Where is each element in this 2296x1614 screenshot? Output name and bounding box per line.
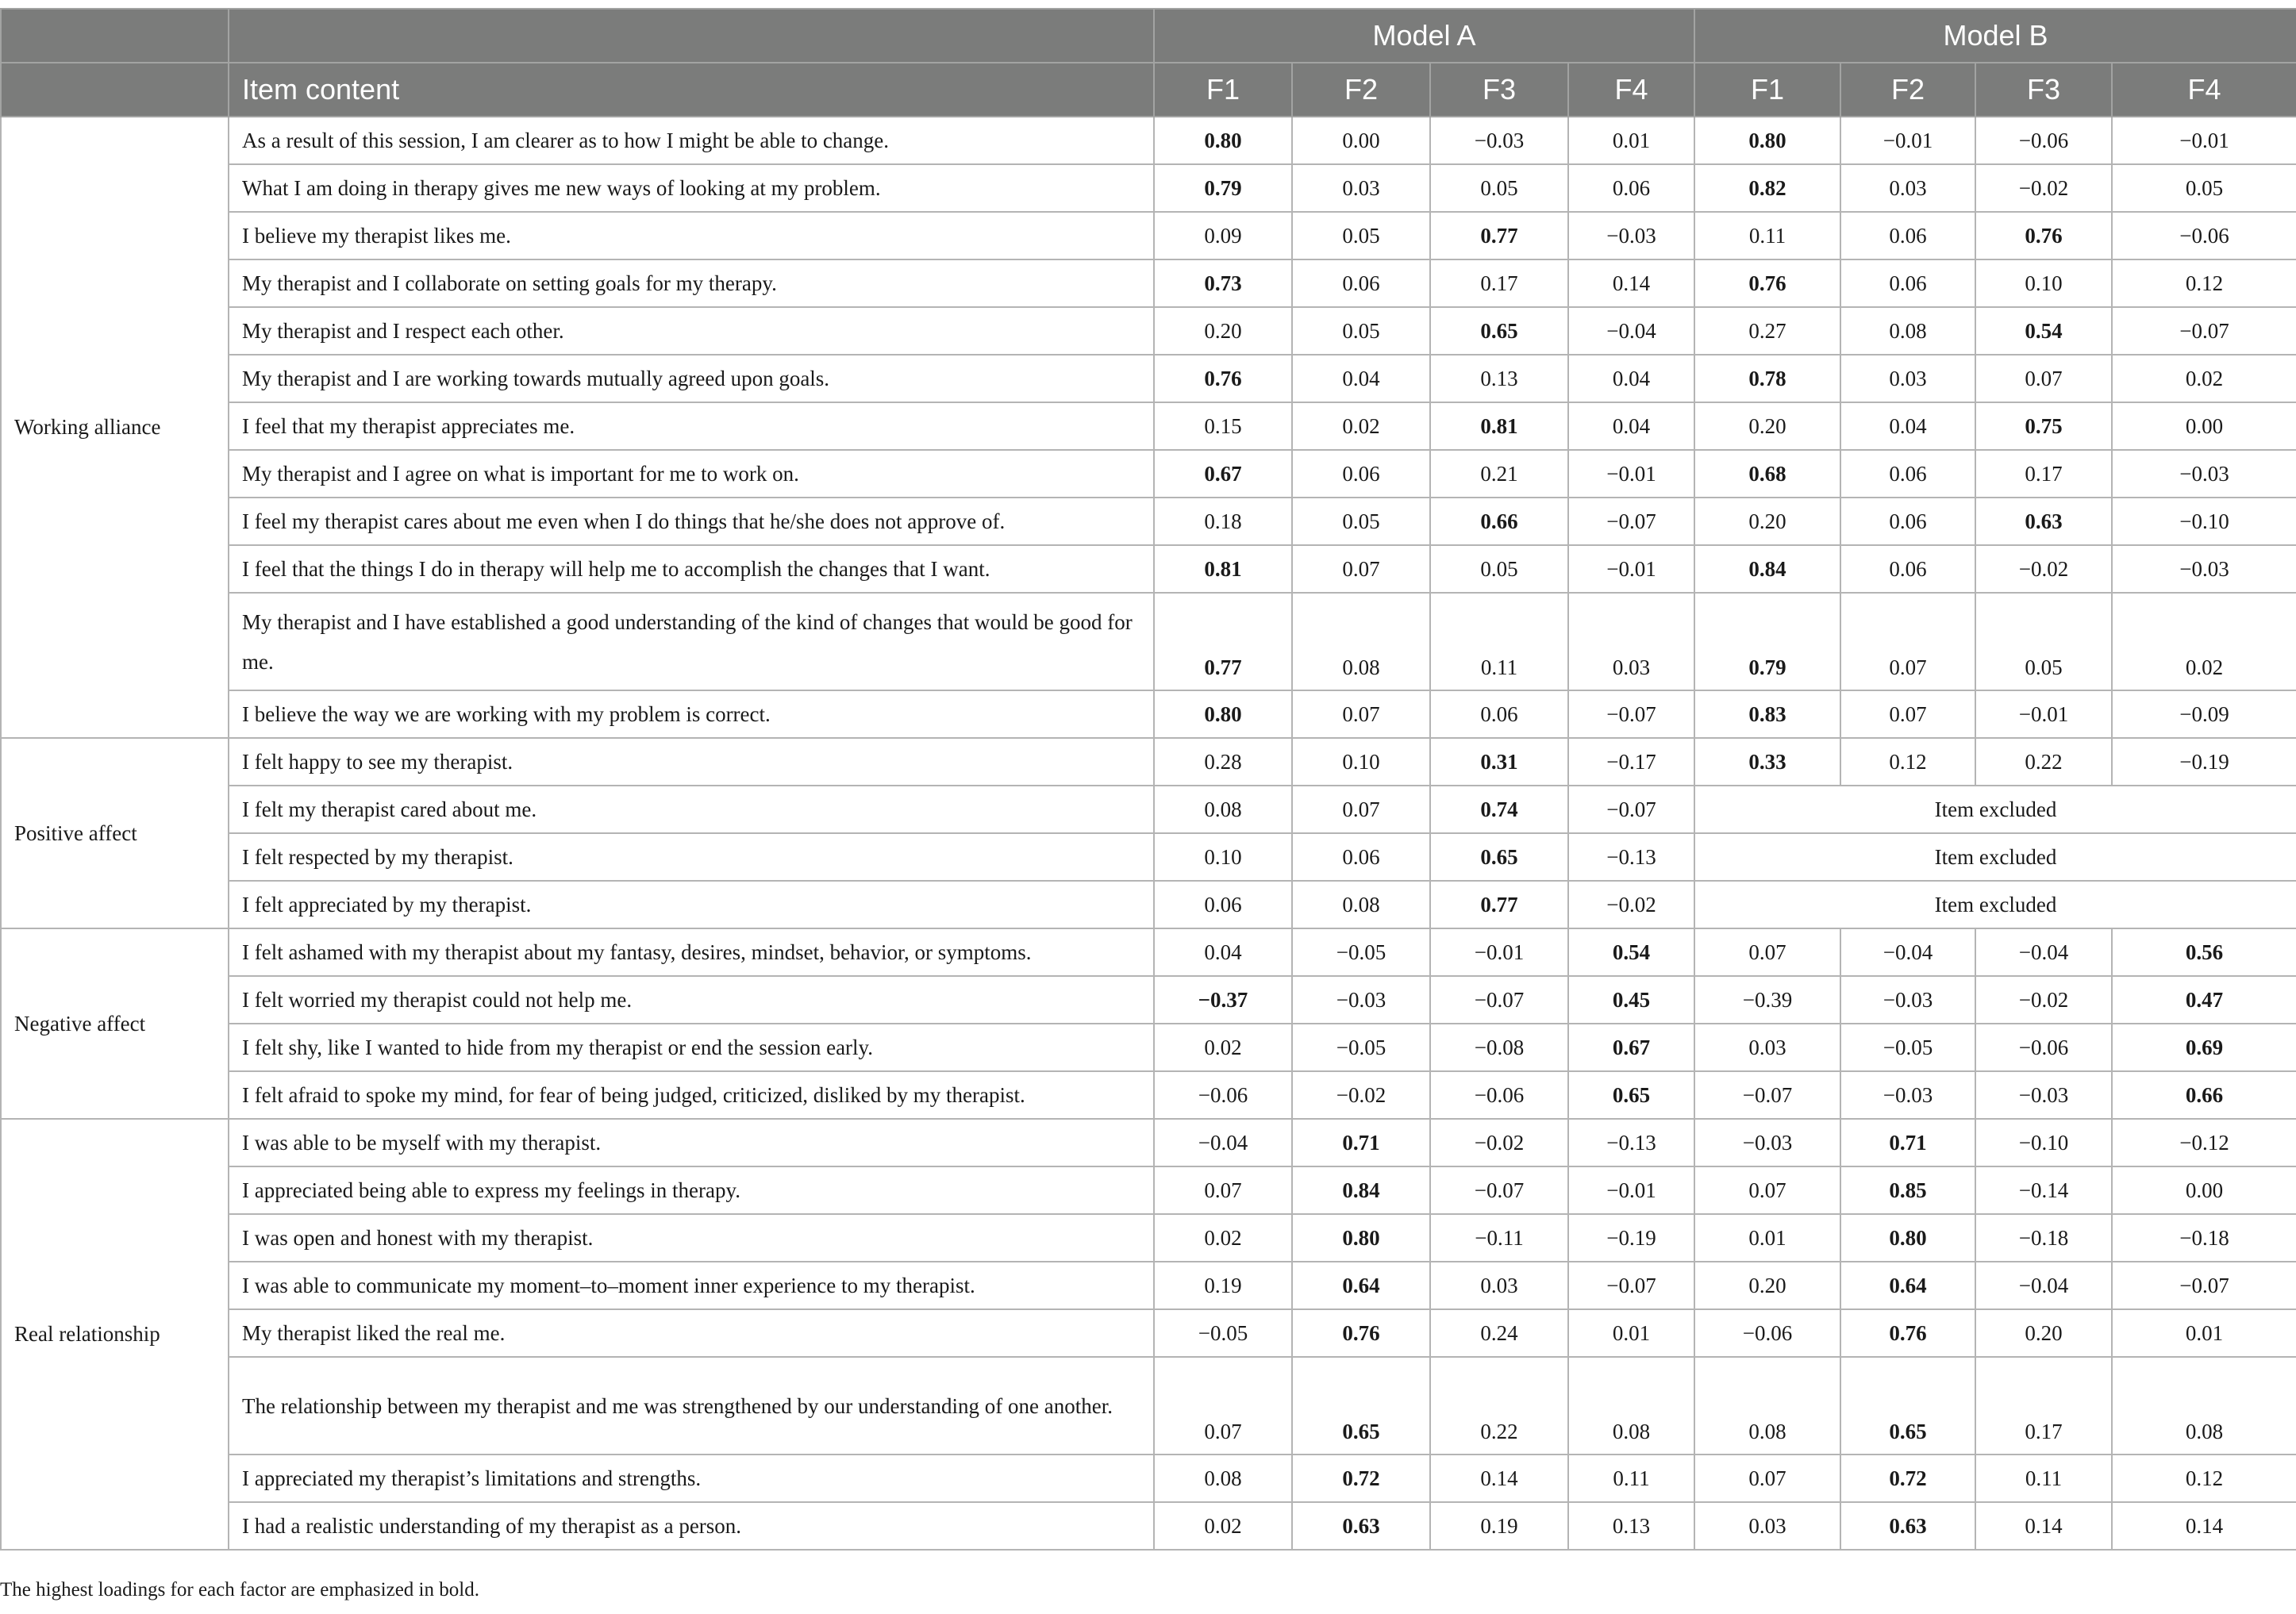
model-a-f2-loading: −0.02 [1292, 1071, 1430, 1119]
model-b-f1-loading: 0.82 [1694, 164, 1840, 212]
model-a-f3-loading: 0.14 [1430, 1455, 1568, 1502]
model-a-f2-loading: 0.00 [1292, 117, 1430, 164]
model-b-f3-loading: −0.10 [1975, 1119, 2112, 1166]
model-a-f3-loading: −0.08 [1430, 1024, 1568, 1071]
model-a-f2-loading: 0.80 [1292, 1214, 1430, 1262]
model-a-f1-loading: 0.20 [1154, 307, 1292, 355]
table-row [1, 259, 2296, 307]
model-b-f3-loading: 0.76 [1975, 212, 2112, 259]
model-a-f4-loading: −0.07 [1568, 1262, 1694, 1309]
model-b-f4-loading: 0.66 [2112, 1071, 2296, 1119]
model-a-f2-loading: 0.08 [1292, 593, 1430, 690]
model-b-f1-loading: 0.11 [1694, 212, 1840, 259]
model-b-f2-loading: 0.85 [1840, 1166, 1975, 1214]
model-a-f2-loading: 0.02 [1292, 402, 1430, 450]
model-b-f3-loading: 0.22 [1975, 738, 2112, 786]
model-a-f2-loading: 0.71 [1292, 1119, 1430, 1166]
header-model-a-f3: F3 [1430, 63, 1568, 117]
model-a-f4-loading: 0.03 [1568, 593, 1694, 690]
model-a-f3-loading: 0.06 [1430, 690, 1568, 738]
model-a-f2-loading: 0.65 [1292, 1357, 1430, 1455]
model-b-f2-loading: 0.64 [1840, 1262, 1975, 1309]
table-row [1, 738, 2296, 786]
model-b-f2-loading: 0.07 [1840, 593, 1975, 690]
model-a-f4-loading: 0.04 [1568, 355, 1694, 402]
model-a-f4-loading: −0.07 [1568, 690, 1694, 738]
model-b-f2-loading: 0.04 [1840, 402, 1975, 450]
table-row [1, 1071, 2296, 1119]
model-a-f4-loading: 0.08 [1568, 1357, 1694, 1455]
table-row [1, 545, 2296, 593]
model-a-f2-loading: 0.06 [1292, 833, 1430, 881]
model-a-f2-loading: 0.04 [1292, 355, 1430, 402]
model-b-f1-loading: 0.27 [1694, 307, 1840, 355]
item-content-cell: I feel that the things I do in therapy will help me to accomplish the changes that I want. [229, 545, 1154, 593]
model-a-f1-loading: 0.67 [1154, 450, 1292, 498]
model-a-f4-loading: −0.07 [1568, 786, 1694, 833]
table-row [1, 1357, 2296, 1455]
model-a-f4-loading: −0.01 [1568, 1166, 1694, 1214]
model-a-f1-loading: 0.28 [1154, 738, 1292, 786]
model-a-f1-loading: 0.81 [1154, 545, 1292, 593]
model-b-f1-loading: 0.20 [1694, 1262, 1840, 1309]
model-a-f3-loading: 0.05 [1430, 545, 1568, 593]
model-b-f3-loading: −0.06 [1975, 1024, 2112, 1071]
model-a-f3-loading: 0.13 [1430, 355, 1568, 402]
item-content-cell: As a result of this session, I am clearer as to how I might be able to change. [229, 117, 1154, 164]
model-a-f3-loading: 0.19 [1430, 1502, 1568, 1550]
model-a-f1-loading: 0.73 [1154, 259, 1292, 307]
model-b-f4-loading: 0.56 [2112, 928, 2296, 976]
model-b-f1-loading: 0.33 [1694, 738, 1840, 786]
model-a-f4-loading: −0.19 [1568, 1214, 1694, 1262]
table-row [1, 1214, 2296, 1262]
item-content-cell: I feel my therapist cares about me even when I do things that he/she does not approve of. [229, 498, 1154, 545]
model-b-f4-loading: −0.10 [2112, 498, 2296, 545]
model-a-f3-loading: −0.06 [1430, 1071, 1568, 1119]
model-a-f3-loading: −0.01 [1430, 928, 1568, 976]
model-b-f4-loading: 0.12 [2112, 259, 2296, 307]
model-b-f4-loading: 0.05 [2112, 164, 2296, 212]
model-b-f1-loading: 0.03 [1694, 1502, 1840, 1550]
model-b-f1-loading: −0.07 [1694, 1071, 1840, 1119]
model-b-f1-loading: 0.03 [1694, 1024, 1840, 1071]
model-a-f4-loading: 0.67 [1568, 1024, 1694, 1071]
item-content-cell: I felt ashamed with my therapist about my fantasy, desires, mindset, behavior, or symptoms. [229, 928, 1154, 976]
model-b-f3-loading: −0.18 [1975, 1214, 2112, 1262]
model-b-f2-loading: −0.03 [1840, 1071, 1975, 1119]
model-a-f4-loading: −0.13 [1568, 833, 1694, 881]
model-b-f1-loading: −0.39 [1694, 976, 1840, 1024]
model-b-f4-loading: 0.47 [2112, 976, 2296, 1024]
table-footnote: The highest loadings for each factor are emphasized in bold. [0, 1579, 479, 1601]
item-content-cell: My therapist and I are working towards mutually agreed upon goals. [229, 355, 1154, 402]
model-b-f4-loading: 0.00 [2112, 402, 2296, 450]
model-b-f4-loading: 0.08 [2112, 1357, 2296, 1455]
model-b-f2-loading: 0.65 [1840, 1357, 1975, 1455]
model-a-f4-loading: −0.04 [1568, 307, 1694, 355]
model-a-f3-loading: 0.77 [1430, 881, 1568, 928]
model-b-f4-loading: 0.69 [2112, 1024, 2296, 1071]
model-b-f4-loading: −0.03 [2112, 450, 2296, 498]
model-b-f1-loading: 0.08 [1694, 1357, 1840, 1455]
model-b-f2-loading: −0.04 [1840, 928, 1975, 976]
item-content-cell: I appreciated being able to express my feelings in therapy. [229, 1166, 1154, 1214]
model-b-f4-loading: 0.02 [2112, 593, 2296, 690]
item-content-cell: I believe the way we are working with my problem is correct. [229, 690, 1154, 738]
model-a-f2-loading: 0.63 [1292, 1502, 1430, 1550]
item-content-cell: I felt appreciated by my therapist. [229, 881, 1154, 928]
model-a-f2-loading: 0.72 [1292, 1455, 1430, 1502]
table-row [1, 881, 2296, 928]
table-row [1, 450, 2296, 498]
table-row [1, 164, 2296, 212]
model-b-f4-loading: −0.09 [2112, 690, 2296, 738]
model-b-f4-loading: −0.03 [2112, 545, 2296, 593]
item-content-cell: I felt worried my therapist could not help me. [229, 976, 1154, 1024]
model-b-f2-loading: −0.03 [1840, 976, 1975, 1024]
category-label: Negative affect [1, 928, 229, 1119]
model-a-f4-loading: −0.01 [1568, 545, 1694, 593]
model-b-f3-loading: −0.01 [1975, 690, 2112, 738]
item-content-cell: I feel that my therapist appreciates me. [229, 402, 1154, 450]
model-a-f1-loading: 0.18 [1154, 498, 1292, 545]
model-a-f2-loading: 0.84 [1292, 1166, 1430, 1214]
header-model-b-f2: F2 [1840, 63, 1975, 117]
model-a-f3-loading: 0.74 [1430, 786, 1568, 833]
model-a-f1-loading: 0.79 [1154, 164, 1292, 212]
table-row [1, 498, 2296, 545]
model-b-f4-loading: −0.18 [2112, 1214, 2296, 1262]
model-b-f1-loading: 0.68 [1694, 450, 1840, 498]
model-b-f2-loading: 0.63 [1840, 1502, 1975, 1550]
table-row [1, 1309, 2296, 1357]
model-b-f3-loading: 0.20 [1975, 1309, 2112, 1357]
model-b-f4-loading: −0.07 [2112, 307, 2296, 355]
model-a-f1-loading: −0.06 [1154, 1071, 1292, 1119]
model-a-f1-loading: 0.08 [1154, 786, 1292, 833]
model-a-f4-loading: −0.13 [1568, 1119, 1694, 1166]
model-b-f2-loading: 0.06 [1840, 259, 1975, 307]
model-b-item-excluded: Item excluded [1694, 881, 2296, 928]
table-row [1, 928, 2296, 976]
item-content-cell: The relationship between my therapist and me was strengthened by our understanding of one another. [229, 1357, 1154, 1455]
model-b-f3-loading: −0.14 [1975, 1166, 2112, 1214]
model-a-f2-loading: 0.08 [1292, 881, 1430, 928]
model-b-f1-loading: 0.07 [1694, 928, 1840, 976]
table-row [1, 786, 2296, 833]
model-b-f2-loading: 0.71 [1840, 1119, 1975, 1166]
model-a-f3-loading: 0.03 [1430, 1262, 1568, 1309]
model-a-f2-loading: 0.06 [1292, 450, 1430, 498]
model-b-f4-loading: −0.01 [2112, 117, 2296, 164]
model-a-f4-loading: −0.01 [1568, 450, 1694, 498]
model-a-f2-loading: 0.07 [1292, 545, 1430, 593]
model-a-f2-loading: 0.10 [1292, 738, 1430, 786]
model-b-f3-loading: −0.02 [1975, 164, 2112, 212]
model-b-f1-loading: 0.20 [1694, 498, 1840, 545]
model-a-f2-loading: 0.05 [1292, 212, 1430, 259]
model-b-f2-loading: 0.72 [1840, 1455, 1975, 1502]
model-a-f3-loading: 0.05 [1430, 164, 1568, 212]
model-a-f1-loading: 0.19 [1154, 1262, 1292, 1309]
model-b-f4-loading: 0.14 [2112, 1502, 2296, 1550]
model-b-f3-loading: 0.05 [1975, 593, 2112, 690]
model-a-f2-loading: 0.64 [1292, 1262, 1430, 1309]
item-content-cell: What I am doing in therapy gives me new ways of looking at my problem. [229, 164, 1154, 212]
model-b-f3-loading: 0.11 [1975, 1455, 2112, 1502]
item-content-cell: I appreciated my therapist’s limitations and strengths. [229, 1455, 1154, 1502]
model-b-f2-loading: 0.03 [1840, 355, 1975, 402]
model-b-f3-loading: 0.63 [1975, 498, 2112, 545]
model-b-item-excluded: Item excluded [1694, 786, 2296, 833]
category-label: Positive affect [1, 738, 229, 928]
model-b-f2-loading: 0.06 [1840, 498, 1975, 545]
model-a-f1-loading: −0.37 [1154, 976, 1292, 1024]
model-a-f2-loading: 0.07 [1292, 690, 1430, 738]
model-b-f3-loading: 0.17 [1975, 1357, 2112, 1455]
model-b-f2-loading: 0.03 [1840, 164, 1975, 212]
model-b-f2-loading: 0.80 [1840, 1214, 1975, 1262]
model-b-f1-loading: 0.78 [1694, 355, 1840, 402]
model-a-f1-loading: 0.02 [1154, 1214, 1292, 1262]
header-model-a-f1: F1 [1154, 63, 1292, 117]
model-b-f4-loading: −0.12 [2112, 1119, 2296, 1166]
item-content-cell: I felt respected by my therapist. [229, 833, 1154, 881]
model-a-f3-loading: 0.24 [1430, 1309, 1568, 1357]
model-a-f2-loading: −0.05 [1292, 928, 1430, 976]
model-b-f1-loading: 0.83 [1694, 690, 1840, 738]
model-b-f3-loading: 0.14 [1975, 1502, 2112, 1550]
model-a-f2-loading: 0.76 [1292, 1309, 1430, 1357]
table-row [1, 117, 2296, 164]
header-item-content: Item content [229, 63, 1154, 117]
model-a-f3-loading: 0.65 [1430, 833, 1568, 881]
table-row [1, 307, 2296, 355]
model-b-f4-loading: 0.12 [2112, 1455, 2296, 1502]
model-a-f1-loading: 0.77 [1154, 593, 1292, 690]
model-a-f1-loading: −0.04 [1154, 1119, 1292, 1166]
header-empty-corner [1, 9, 229, 63]
model-a-f4-loading: 0.01 [1568, 117, 1694, 164]
model-a-f1-loading: 0.02 [1154, 1502, 1292, 1550]
model-b-f1-loading: 0.76 [1694, 259, 1840, 307]
model-b-f2-loading: 0.08 [1840, 307, 1975, 355]
table-row [1, 1502, 2296, 1550]
table-row [1, 1455, 2296, 1502]
model-a-f3-loading: −0.11 [1430, 1214, 1568, 1262]
model-b-f2-loading: −0.01 [1840, 117, 1975, 164]
item-content-cell: My therapist liked the real me. [229, 1309, 1154, 1357]
model-a-f4-loading: 0.01 [1568, 1309, 1694, 1357]
table-row [1, 212, 2296, 259]
item-content-cell: I had a realistic understanding of my therapist as a person. [229, 1502, 1154, 1550]
model-b-f4-loading: −0.19 [2112, 738, 2296, 786]
model-b-f4-loading: −0.07 [2112, 1262, 2296, 1309]
table-row [1, 976, 2296, 1024]
category-label: Working alliance [1, 117, 229, 738]
factor-loadings-table [0, 8, 2296, 1551]
model-a-f3-loading: 0.17 [1430, 259, 1568, 307]
item-content-cell: I believe my therapist likes me. [229, 212, 1154, 259]
model-a-f2-loading: −0.03 [1292, 976, 1430, 1024]
model-a-f2-loading: 0.06 [1292, 259, 1430, 307]
model-a-f1-loading: 0.06 [1154, 881, 1292, 928]
model-b-f3-loading: −0.02 [1975, 545, 2112, 593]
model-a-f2-loading: 0.07 [1292, 786, 1430, 833]
header-model-a: Model A [1154, 9, 1694, 63]
model-a-f1-loading: 0.80 [1154, 117, 1292, 164]
model-a-f1-loading: −0.05 [1154, 1309, 1292, 1357]
model-a-f2-loading: 0.05 [1292, 307, 1430, 355]
item-content-cell: I was able to communicate my moment–to–moment inner experience to my therapist. [229, 1262, 1154, 1309]
model-a-f1-loading: 0.09 [1154, 212, 1292, 259]
header-model-a-f2: F2 [1292, 63, 1430, 117]
item-content-cell: My therapist and I respect each other. [229, 307, 1154, 355]
table-row [1, 402, 2296, 450]
table-row [1, 1262, 2296, 1309]
model-b-f3-loading: −0.06 [1975, 117, 2112, 164]
model-a-f3-loading: −0.03 [1430, 117, 1568, 164]
model-b-f4-loading: 0.01 [2112, 1309, 2296, 1357]
model-b-f2-loading: 0.06 [1840, 450, 1975, 498]
model-a-f4-loading: 0.54 [1568, 928, 1694, 976]
model-a-f2-loading: −0.05 [1292, 1024, 1430, 1071]
model-a-f3-loading: −0.02 [1430, 1119, 1568, 1166]
model-a-f4-loading: −0.03 [1568, 212, 1694, 259]
model-a-f4-loading: 0.14 [1568, 259, 1694, 307]
header-row-models [1, 9, 2296, 63]
model-b-f3-loading: 0.07 [1975, 355, 2112, 402]
model-b-f1-loading: 0.07 [1694, 1455, 1840, 1502]
model-b-f1-loading: 0.79 [1694, 593, 1840, 690]
model-a-f2-loading: 0.05 [1292, 498, 1430, 545]
table-row [1, 1119, 2296, 1166]
item-content-cell: I was able to be myself with my therapist. [229, 1119, 1154, 1166]
item-content-cell: My therapist and I collaborate on setting goals for my therapy. [229, 259, 1154, 307]
model-b-f1-loading: 0.07 [1694, 1166, 1840, 1214]
model-a-f4-loading: 0.65 [1568, 1071, 1694, 1119]
model-a-f3-loading: 0.81 [1430, 402, 1568, 450]
model-a-f4-loading: 0.11 [1568, 1455, 1694, 1502]
model-b-f2-loading: 0.07 [1840, 690, 1975, 738]
model-b-f1-loading: 0.84 [1694, 545, 1840, 593]
model-a-f1-loading: 0.08 [1154, 1455, 1292, 1502]
item-content-cell: I felt my therapist cared about me. [229, 786, 1154, 833]
header-model-b-f4: F4 [2112, 63, 2296, 117]
header-empty-category [1, 63, 229, 117]
model-a-f3-loading: −0.07 [1430, 976, 1568, 1024]
item-content-cell: I felt happy to see my therapist. [229, 738, 1154, 786]
category-label: Real relationship [1, 1119, 229, 1550]
model-b-f1-loading: −0.03 [1694, 1119, 1840, 1166]
item-content-cell: I felt shy, like I wanted to hide from my therapist or end the session early. [229, 1024, 1154, 1071]
item-content-cell: I felt afraid to spoke my mind, for fear of being judged, criticized, disliked by my therapist. [229, 1071, 1154, 1119]
table-row [1, 1166, 2296, 1214]
model-a-f1-loading: 0.02 [1154, 1024, 1292, 1071]
model-b-f2-loading: 0.12 [1840, 738, 1975, 786]
table-row [1, 833, 2296, 881]
model-a-f4-loading: −0.17 [1568, 738, 1694, 786]
model-a-f1-loading: 0.07 [1154, 1166, 1292, 1214]
model-a-f1-loading: 0.07 [1154, 1357, 1292, 1455]
model-b-f2-loading: −0.05 [1840, 1024, 1975, 1071]
model-a-f1-loading: 0.10 [1154, 833, 1292, 881]
header-model-b-f1: F1 [1694, 63, 1840, 117]
model-b-f2-loading: 0.06 [1840, 212, 1975, 259]
model-b-f1-loading: −0.06 [1694, 1309, 1840, 1357]
model-a-f3-loading: 0.66 [1430, 498, 1568, 545]
model-b-f3-loading: 0.10 [1975, 259, 2112, 307]
model-b-f1-loading: 0.20 [1694, 402, 1840, 450]
model-b-f4-loading: 0.02 [2112, 355, 2296, 402]
model-a-f3-loading: 0.31 [1430, 738, 1568, 786]
model-a-f4-loading: 0.13 [1568, 1502, 1694, 1550]
model-a-f3-loading: −0.07 [1430, 1166, 1568, 1214]
table-row [1, 355, 2296, 402]
model-a-f3-loading: 0.77 [1430, 212, 1568, 259]
model-a-f4-loading: 0.04 [1568, 402, 1694, 450]
model-a-f4-loading: 0.06 [1568, 164, 1694, 212]
model-b-f1-loading: 0.01 [1694, 1214, 1840, 1262]
header-row-factors [1, 63, 2296, 117]
model-b-f3-loading: −0.04 [1975, 928, 2112, 976]
item-content-cell: My therapist and I have established a good understanding of the kind of changes that would be good for me. [229, 593, 1154, 690]
model-a-f4-loading: 0.45 [1568, 976, 1694, 1024]
item-content-cell: I was open and honest with my therapist. [229, 1214, 1154, 1262]
header-model-b-f3: F3 [1975, 63, 2112, 117]
model-b-f3-loading: −0.03 [1975, 1071, 2112, 1119]
model-a-f3-loading: 0.22 [1430, 1357, 1568, 1455]
model-b-item-excluded: Item excluded [1694, 833, 2296, 881]
model-b-f4-loading: −0.06 [2112, 212, 2296, 259]
header-empty-item [229, 9, 1154, 63]
model-a-f3-loading: 0.65 [1430, 307, 1568, 355]
model-b-f3-loading: 0.54 [1975, 307, 2112, 355]
model-a-f1-loading: 0.80 [1154, 690, 1292, 738]
model-b-f3-loading: −0.04 [1975, 1262, 2112, 1309]
table-row [1, 690, 2296, 738]
model-b-f2-loading: 0.76 [1840, 1309, 1975, 1357]
model-a-f4-loading: −0.02 [1568, 881, 1694, 928]
header-model-b: Model B [1694, 9, 2296, 63]
model-a-f1-loading: 0.76 [1154, 355, 1292, 402]
model-a-f3-loading: 0.11 [1430, 593, 1568, 690]
model-b-f2-loading: 0.06 [1840, 545, 1975, 593]
model-a-f3-loading: 0.21 [1430, 450, 1568, 498]
table-row [1, 1024, 2296, 1071]
model-b-f3-loading: 0.17 [1975, 450, 2112, 498]
model-b-f3-loading: 0.75 [1975, 402, 2112, 450]
table-body [1, 117, 2296, 1550]
model-b-f4-loading: 0.00 [2112, 1166, 2296, 1214]
item-content-cell: My therapist and I agree on what is important for me to work on. [229, 450, 1154, 498]
table-row [1, 593, 2296, 690]
model-a-f4-loading: −0.07 [1568, 498, 1694, 545]
model-a-f1-loading: 0.04 [1154, 928, 1292, 976]
model-b-f1-loading: 0.80 [1694, 117, 1840, 164]
model-a-f2-loading: 0.03 [1292, 164, 1430, 212]
header-model-a-f4: F4 [1568, 63, 1694, 117]
model-b-f3-loading: −0.02 [1975, 976, 2112, 1024]
model-a-f1-loading: 0.15 [1154, 402, 1292, 450]
